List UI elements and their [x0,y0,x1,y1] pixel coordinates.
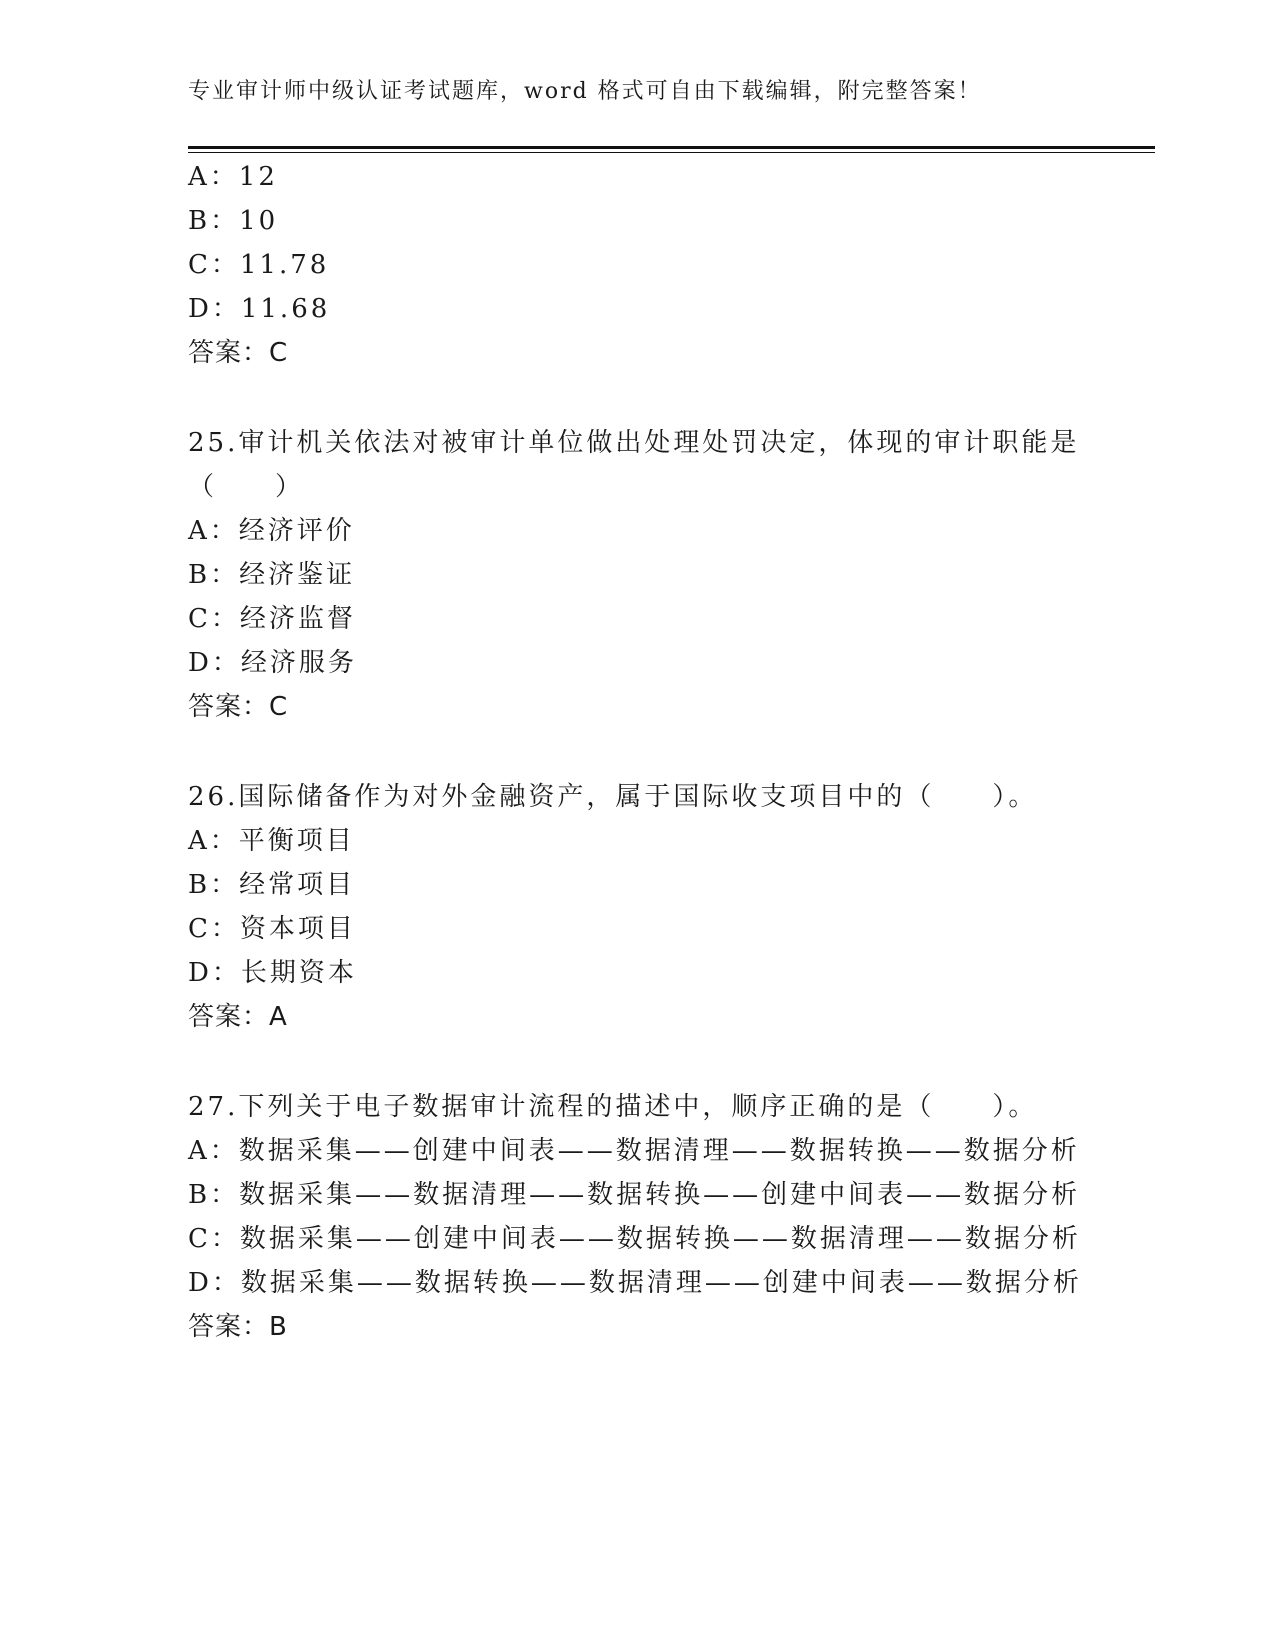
header-divider-thin [188,152,1155,153]
option-a: A：经济评价 [188,516,355,546]
option-d: D：数据采集——数据转换——数据清理——创建中间表——数据分析 [188,1268,1082,1298]
question-stem-continued: （ ） [188,472,305,502]
page-header: 专业审计师中级认证考试题库，word 格式可自由下载编辑，附完整答案！ [188,79,982,104]
option-b: B：10 [188,206,279,236]
option-a: A：数据采集——创建中间表——数据清理——数据转换——数据分析 [188,1136,1080,1166]
option-c: C：11.78 [188,250,330,280]
option-c: C：数据采集——创建中间表——数据转换——数据清理——数据分析 [188,1224,1081,1254]
answer: 答案：B [188,1312,288,1342]
answer: 答案：C [188,338,289,368]
option-b: B：数据采集——数据清理——数据转换——创建中间表——数据分析 [188,1180,1081,1210]
option-c: C：经济监督 [188,604,356,634]
question-stem: 26.国际储备作为对外金融资产，属于国际收支项目中的（ ）。 [188,782,1038,812]
question-stem: 27.下列关于电子数据审计流程的描述中，顺序正确的是（ ）。 [188,1092,1038,1122]
option-c: C：资本项目 [188,914,356,944]
option-a: A：12 [188,162,278,192]
answer: 答案：C [188,692,289,722]
option-b: B：经常项目 [188,870,356,900]
answer: 答案：A [188,1002,288,1032]
header-divider [188,146,1155,149]
option-d: D：经济服务 [188,648,357,678]
option-d: D：长期资本 [188,958,357,988]
option-b: B：经济鉴证 [188,560,356,590]
option-d: D：11.68 [188,294,331,324]
option-a: A：平衡项目 [188,826,355,856]
question-stem: 25.审计机关依法对被审计单位做出处理处罚决定，体现的审计职能是 [188,428,1080,458]
